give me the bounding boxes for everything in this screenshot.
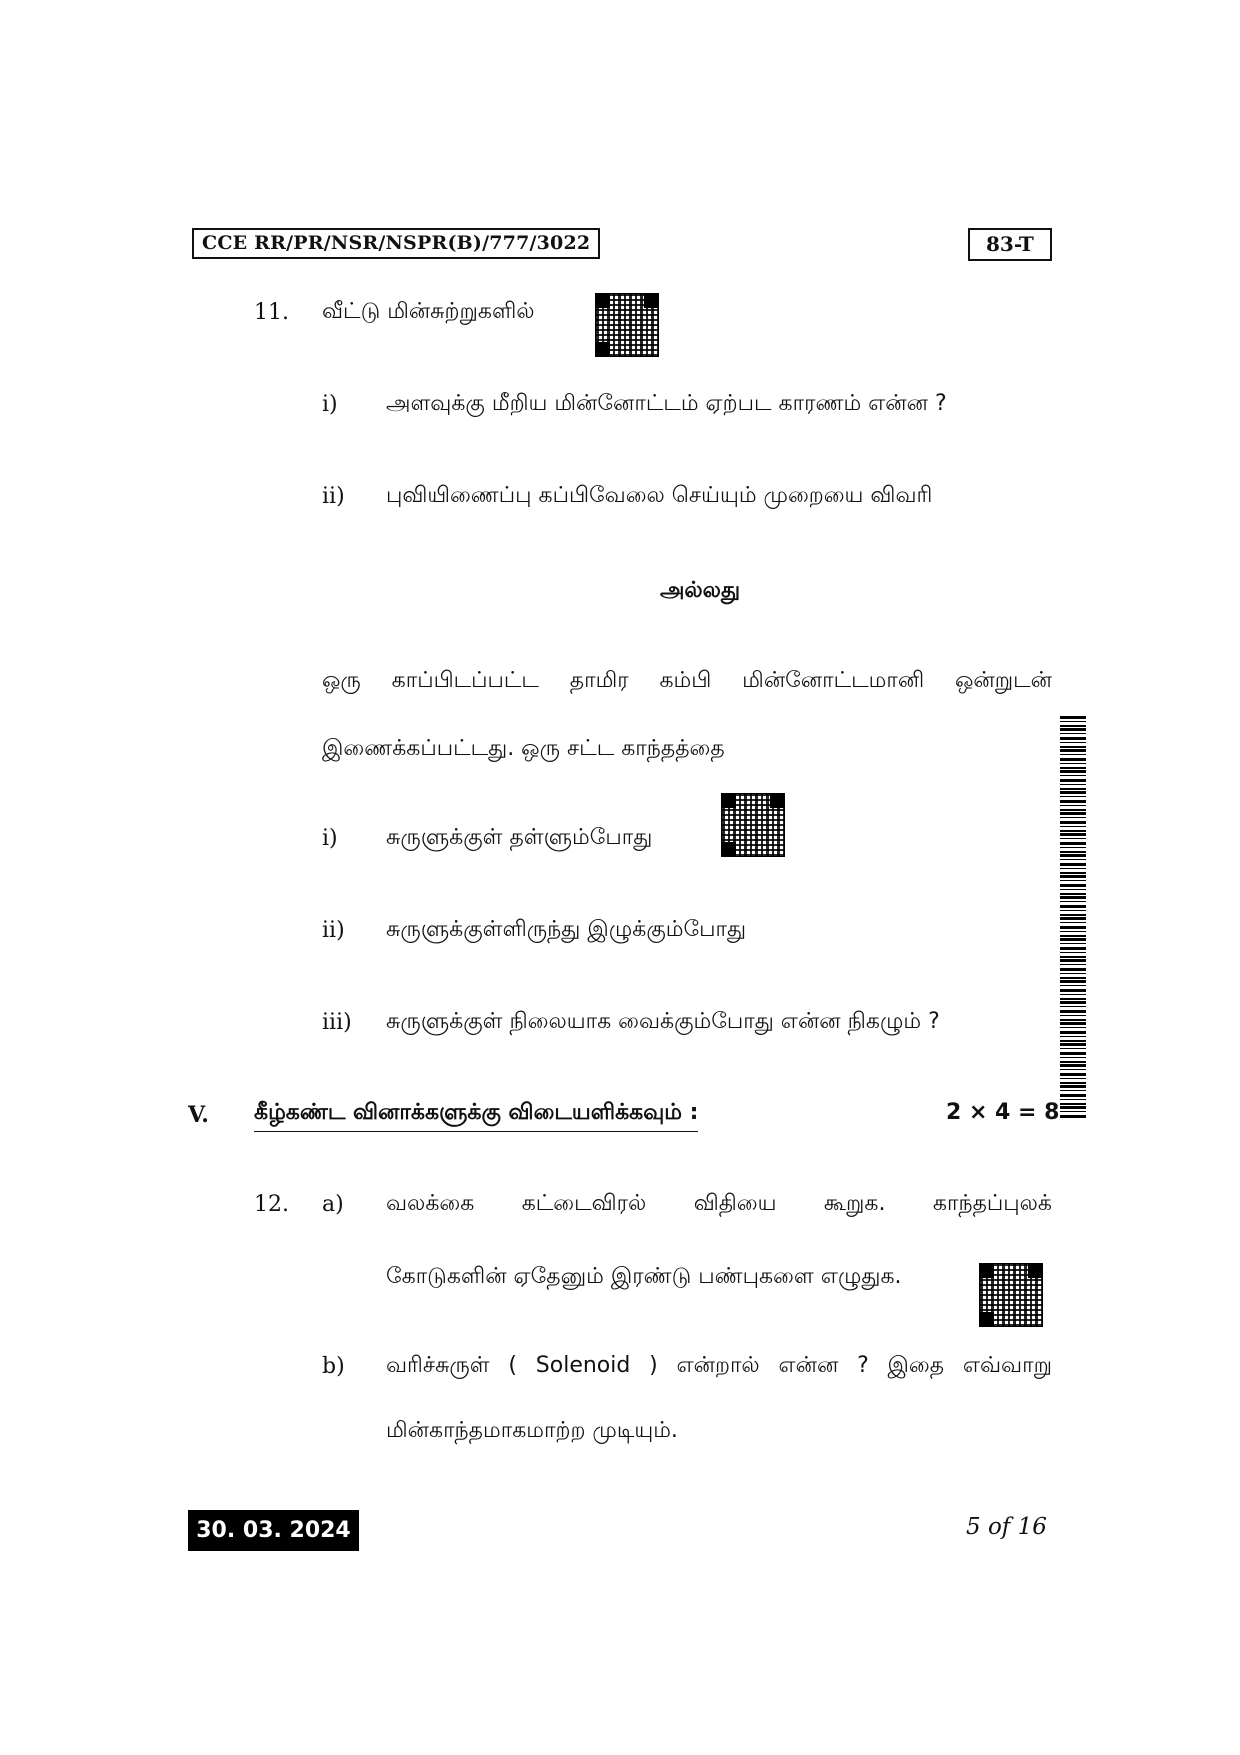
question-11-part-label: i) [322,392,338,417]
section-instruction: கீழ்கண்ட வினாக்களுக்கு விடையளிக்கவும் : [254,1100,698,1132]
alternative-part-label: iii) [322,1010,352,1035]
question-11-part-text: அளவுக்கு மீறிய மின்னோட்டம் ஏற்பட காரணம் என்ன ? [386,391,947,416]
or-separator: அல்லது [659,578,741,603]
exam-date: 30. 03. 2024 [188,1510,359,1551]
question-11-part-label: ii) [322,484,345,509]
alternative-part-label: ii) [322,918,345,943]
question-12-a-text: வலக்கை கட்டைவிரல் விதியை கூறுக. காந்தப்புலக் [386,1191,1052,1216]
question-11-stem: வீட்டு மின்சுற்றுகளில் [322,299,535,324]
alternative-part-text: சுருளுக்குள் நிலையாக வைக்கும்போது என்ன நிகழும் ? [386,1009,940,1034]
qr-code-icon [596,294,658,356]
qr-code-icon [980,1264,1042,1326]
section-numeral: V. [188,1102,209,1128]
question-12-a-text: கோடுகளின் ஏதேனும் இரண்டு பண்புகளை எழுதுக. [386,1264,902,1289]
question-11-part-text: புவியிணைப்பு கப்பிவேலை செய்யும் முறையை விவரி [386,483,933,508]
alternative-part-label: i) [322,826,338,851]
alternative-part-text: சுருளுக்குள் தள்ளும்போது [386,825,653,850]
question-12-b-text: மின்காந்தமாகமாற்ற முடியும். [386,1418,678,1443]
question-12-b-text: வரிச்சுருள் ( Solenoid ) என்றால் என்ன ? இதை எவ்வாறு [386,1353,1052,1378]
question-12-part-label: b) [322,1354,345,1379]
question-12-part-label: a) [322,1192,344,1217]
page-number: 5 of 16 [966,1514,1047,1540]
alternative-part-text: சுருளுக்குள்ளிருந்து இழுக்கும்போது [386,917,747,942]
paper-code: 83-T [968,228,1052,261]
qr-code-icon [722,794,784,856]
alternative-question-line: ஒரு காப்பிடப்பட்ட தாமிர கம்பி மின்னோட்டமானி ஒன்றுடன் [322,668,1052,693]
question-12-number: 12. [254,1192,289,1217]
document-code: CCE RR/PR/NSR/NSPR(B)/777/3022 [192,228,600,259]
question-11-number: 11. [254,300,289,325]
barcode-icon [1060,716,1086,1118]
section-marks: 2 × 4 = 8 [946,1100,1060,1125]
alternative-question-line: இணைக்கப்பட்டது. ஒரு சட்ட காந்தத்தை [322,736,725,761]
